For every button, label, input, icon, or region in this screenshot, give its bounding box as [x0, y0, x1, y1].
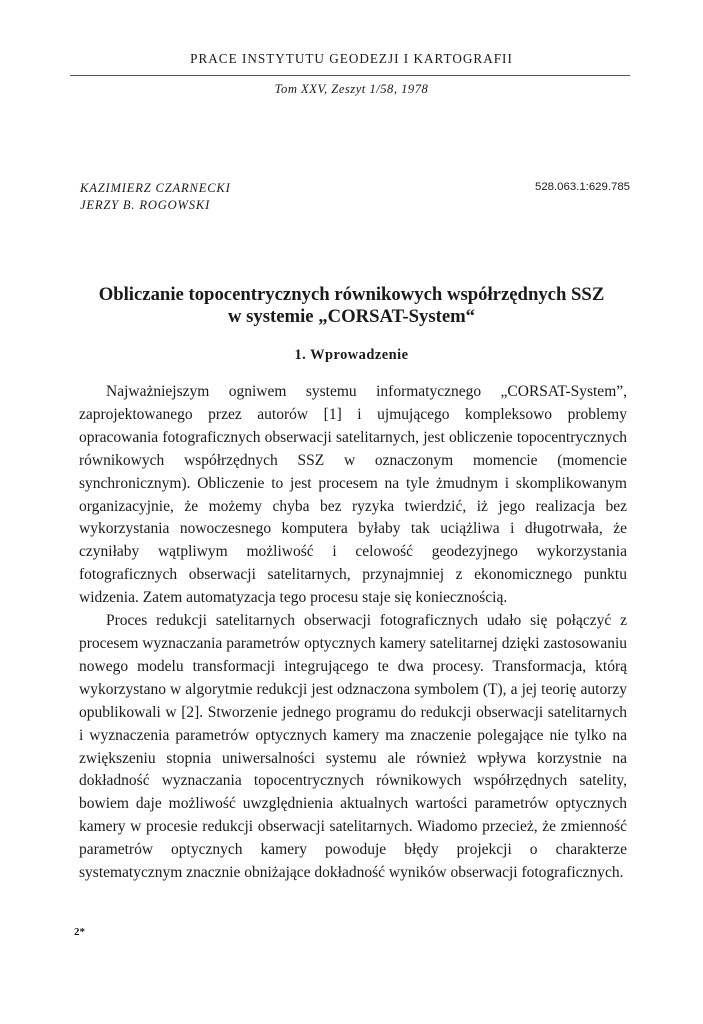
folio-mark: 2*	[74, 926, 85, 938]
author-name: JERZY B. ROGOWSKI	[80, 198, 211, 212]
udc-classification: 528.063.1:629.785	[534, 181, 630, 193]
section-heading: 1. Wprowadzenie	[294, 347, 409, 363]
volume-info: Tom XXV, Zeszyt 1/58, 1978	[274, 82, 429, 96]
authors-block	[80, 180, 231, 214]
header-rule	[70, 75, 630, 76]
author-name: KAZIMIERZ CZARNECKI	[80, 181, 231, 195]
body-text	[79, 381, 627, 885]
paragraph: Proces redukcji satelitarnych obserwacji fotograficznych udało się połączyć z procesem wyznaczania parametrów optycznych kamery satelitarnej dzięki zastosowaniu nowego modelu transformacji integrującego te dwa procesy. Transformacja, którą wykorzystano w algorytmie redukcji jest odznaczona symbolem (T), a jej teorię autorzy opublikowali w [2]. Stworzenie jednego programu do redukcji obserwacji satelitarnych i wyznaczenia parametrów optycznych kamery ma znaczenie polegające nie tylko na zwiększeniu stopnia uniwersalności systemu ale również wpływa korzystnie na dokładność wyznaczania topocentrycznych równikowych współrzędnych satelity, bowiem daje możliwość uwzględnienia aktualnych wartości parametrów optycznych kamery w procesie redukcji obserwacji satelitarnych. Wiadomo przecież, że zmienność parametrów optycznych kamery powoduje błędy projekcji o charakterze systematycznym znacznie obniżające dokładność wyników obserwacji fotograficznych.	[79, 612, 627, 882]
article-title	[0, 284, 703, 328]
article-title-line-1: Obliczanie topocentrycznych równikowych współrzędnych SSZ	[98, 284, 605, 305]
paragraph: Najważniejszym ogniwem systemu informatycznego „CORSAT-System”, zaprojektowanego przez autorów [1] i ujmującego kompleksowo problemy opracowania fotograficznych obserwacji satelitarnych, jest obliczenie topocentrycznych równikowych współrzędnych SSZ w oznaczonym momencie (momencie synchronicznym). Obliczenie to jest procesem na tyle żmudnym i skomplikowanym organizacyjnie, że możemy chyba bez ryzyka twierdzić, iż jego realizacja bez wykorzystania nowoczesnego komputera byłaby tak uciążliwa i długotrwała, że czyniłaby wątpliwym możliwość i celowość geodezyjnego wykorzystania fotograficznych obserwacji satelitarnych, przynajmniej z ekonomicznego punktu widzenia. Zatem automatyzacja tego procesu staje się koniecznością.	[79, 383, 627, 607]
journal-title: PRACE INSTYTUTU GEODEZJI I KARTOGRAFII	[190, 51, 513, 66]
article-title-line-2: w systemie „CORSAT-System“	[227, 306, 476, 327]
